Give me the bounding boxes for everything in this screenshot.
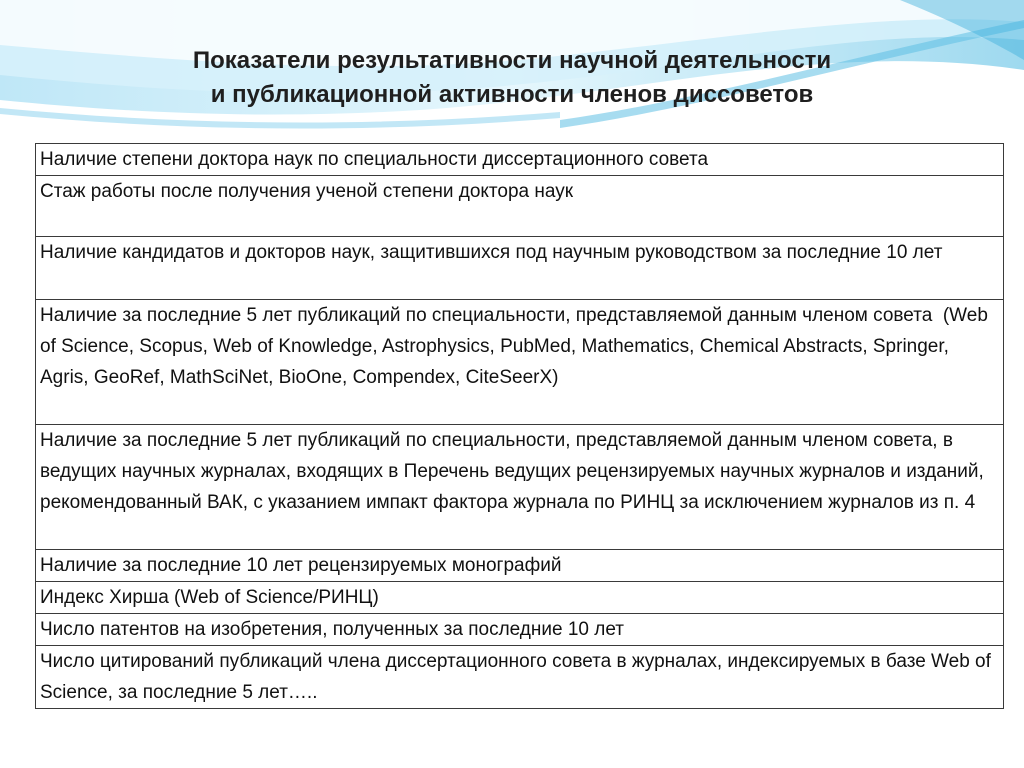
table-row [36, 144, 1004, 176]
table-cell: Стаж работы после получения ученой степени доктора наук [36, 176, 1004, 237]
table-row [36, 425, 1004, 550]
table-row [36, 582, 1004, 614]
table-row [36, 300, 1004, 425]
table-row [36, 550, 1004, 582]
table-cell: Наличие кандидатов и докторов наук, защитившихся под научным руководством за последние 10 лет [36, 237, 1004, 300]
table-row [36, 614, 1004, 646]
table-row [36, 176, 1004, 237]
slide-title [0, 44, 1024, 112]
table-row [36, 646, 1004, 709]
table-cell: Наличие за последние 5 лет публикаций по специальности, представляемой данным членом совета (Web of Science, Scopus, Web of Knowledge, Astrophysics, PubMed, Mathematics, Chemical Abstracts, Springer, Agris, GeoRef, MathSciNet, BioOne, Compendex, CiteSeerX) [36, 300, 1004, 425]
table-cell: Число патентов на изобретения, полученных за последние 10 лет [36, 614, 1004, 646]
table-cell: Наличие за последние 5 лет публикаций по специальности, представляемой данным членом совета, в ведущих научных журналах, входящих в Перечень ведущих рецензируемых научных журналов и изданий, рекомендованный ВАК, с указанием импакт фактора журнала по РИНЦ за исключением журналов из п. 4 [36, 425, 1004, 550]
table-cell: Индекс Хирша (Web of Science/РИНЦ) [36, 582, 1004, 614]
table-cell: Наличие степени доктора наук по специальности диссертационного совета [36, 144, 1004, 176]
table-cell: Наличие за последние 10 лет рецензируемых монографий [36, 550, 1004, 582]
slide-title-line-2: и публикационной активности членов диссоветов [210, 81, 814, 108]
criteria-table [35, 143, 1004, 709]
slide-title-line-1: Показатели результативности научной деятельности [192, 47, 832, 74]
table-row [36, 237, 1004, 300]
table-cell: Число цитирований публикаций члена диссертационного совета в журналах, индексируемых в базе Web of Science, за последние 5 лет….. [36, 646, 1004, 709]
